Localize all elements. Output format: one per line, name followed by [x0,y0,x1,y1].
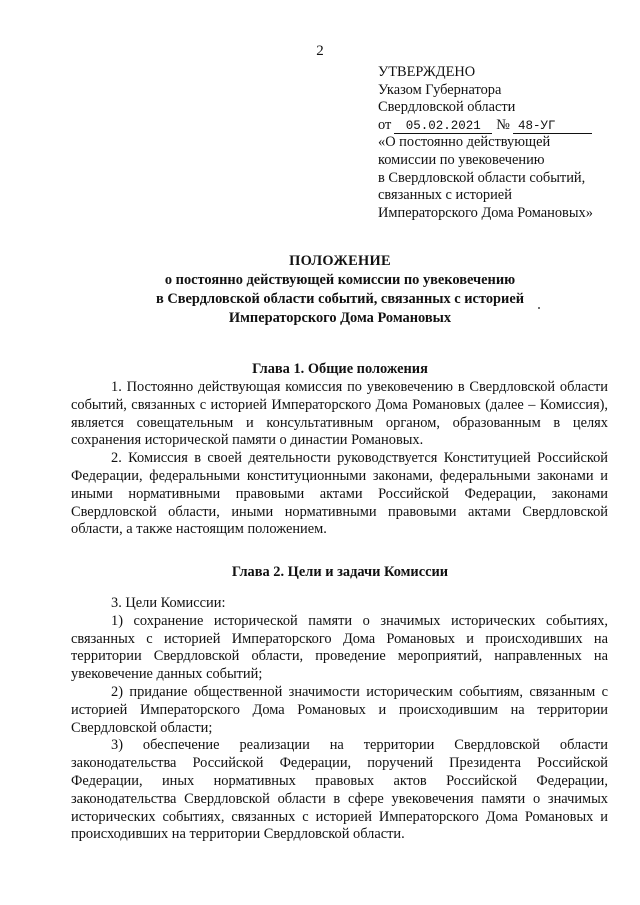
document-title-line: о постоянно действующей комиссии по увековечению [164,272,516,288]
paragraph: 3) обеспечение реализации на территории Свердловской области законодательства Российской Федерации, поручений Президента Российской Федерации, иных нормативных правовых актов Российской Федерации, законодательства Свердловской области в сфере увековечения памяти о значимых исторических событиях, связанных с историей Императорского Дома Романовых и происходивших на территории Свердловской области. [71,737,608,843]
chapter-2-body [71,595,608,844]
paragraph: 2) придание общественной значимости историческим событиям, связанным с историей Императорского Дома Романовых и происходившим на территории Свердловской области; [71,683,608,736]
chapter-2-heading: Глава 2. Цели и задачи Комиссии [231,564,449,580]
approval-heading: УТВЕРЖДЕНО [378,64,476,80]
decree-date: 05.02.2021 [394,120,492,134]
paragraph: 2. Комиссия в своей деятельности руководствуется Конституцией Российской Федерации, федеральными конституционными законами, федеральными законами и иными нормативными правовыми актами Российской Федерации, законами Свердловской области, иными нормативными правовыми актами Свердловской области, а также настоящим положением. [71,450,608,538]
chapter-1-body [71,379,608,539]
document-title-line: Императорского Дома Романовых [228,310,452,326]
document-title [0,252,640,328]
scan-speck [538,307,540,309]
number-sign: № [496,116,511,133]
date-prefix: от [378,116,392,133]
document-title-line: в Свердловской области событий, связанных с историей [155,291,524,307]
chapter-1-heading: Глава 1. Общие положения [252,361,428,377]
approval-subject-line: Императорского Дома Романовых» [378,204,593,221]
decree-number: 48-УГ [513,120,592,134]
approval-stamp-block [378,64,618,222]
approval-subject-line: в Свердловской области событий, [378,169,586,186]
approval-region-line: Свердловской области [378,99,516,116]
paragraph: 3. Цели Комиссии: [111,595,226,611]
approval-subject-line: связанных с историей [378,187,512,204]
approval-issuer-line: Указом Губернатора [378,81,502,98]
paragraph: 1) сохранение исторической памяти о значимых исторических событиях, связанных с историей Императорского Дома Романовых и происходивших на территории Свердловской области, проведение мероприятий, направленных на увековечение данных событий; [71,612,608,683]
page-number: 2 [316,43,324,59]
approval-subject-line: комиссии по увековечению [378,151,545,168]
paragraph: 1. Постоянно действующая комиссия по увековечению в Свердловской области событий, связанных с историей Императорского Дома Романовых (далее – Комиссия), является совещательным и консультативным органом, образованным в целях сохранения исторической памяти о династии Романовых. [71,379,608,449]
document-title-main: ПОЛОЖЕНИЕ [289,253,391,269]
approval-subject-line: «О постоянно действующей [378,134,551,151]
approval-date-line [378,117,618,135]
